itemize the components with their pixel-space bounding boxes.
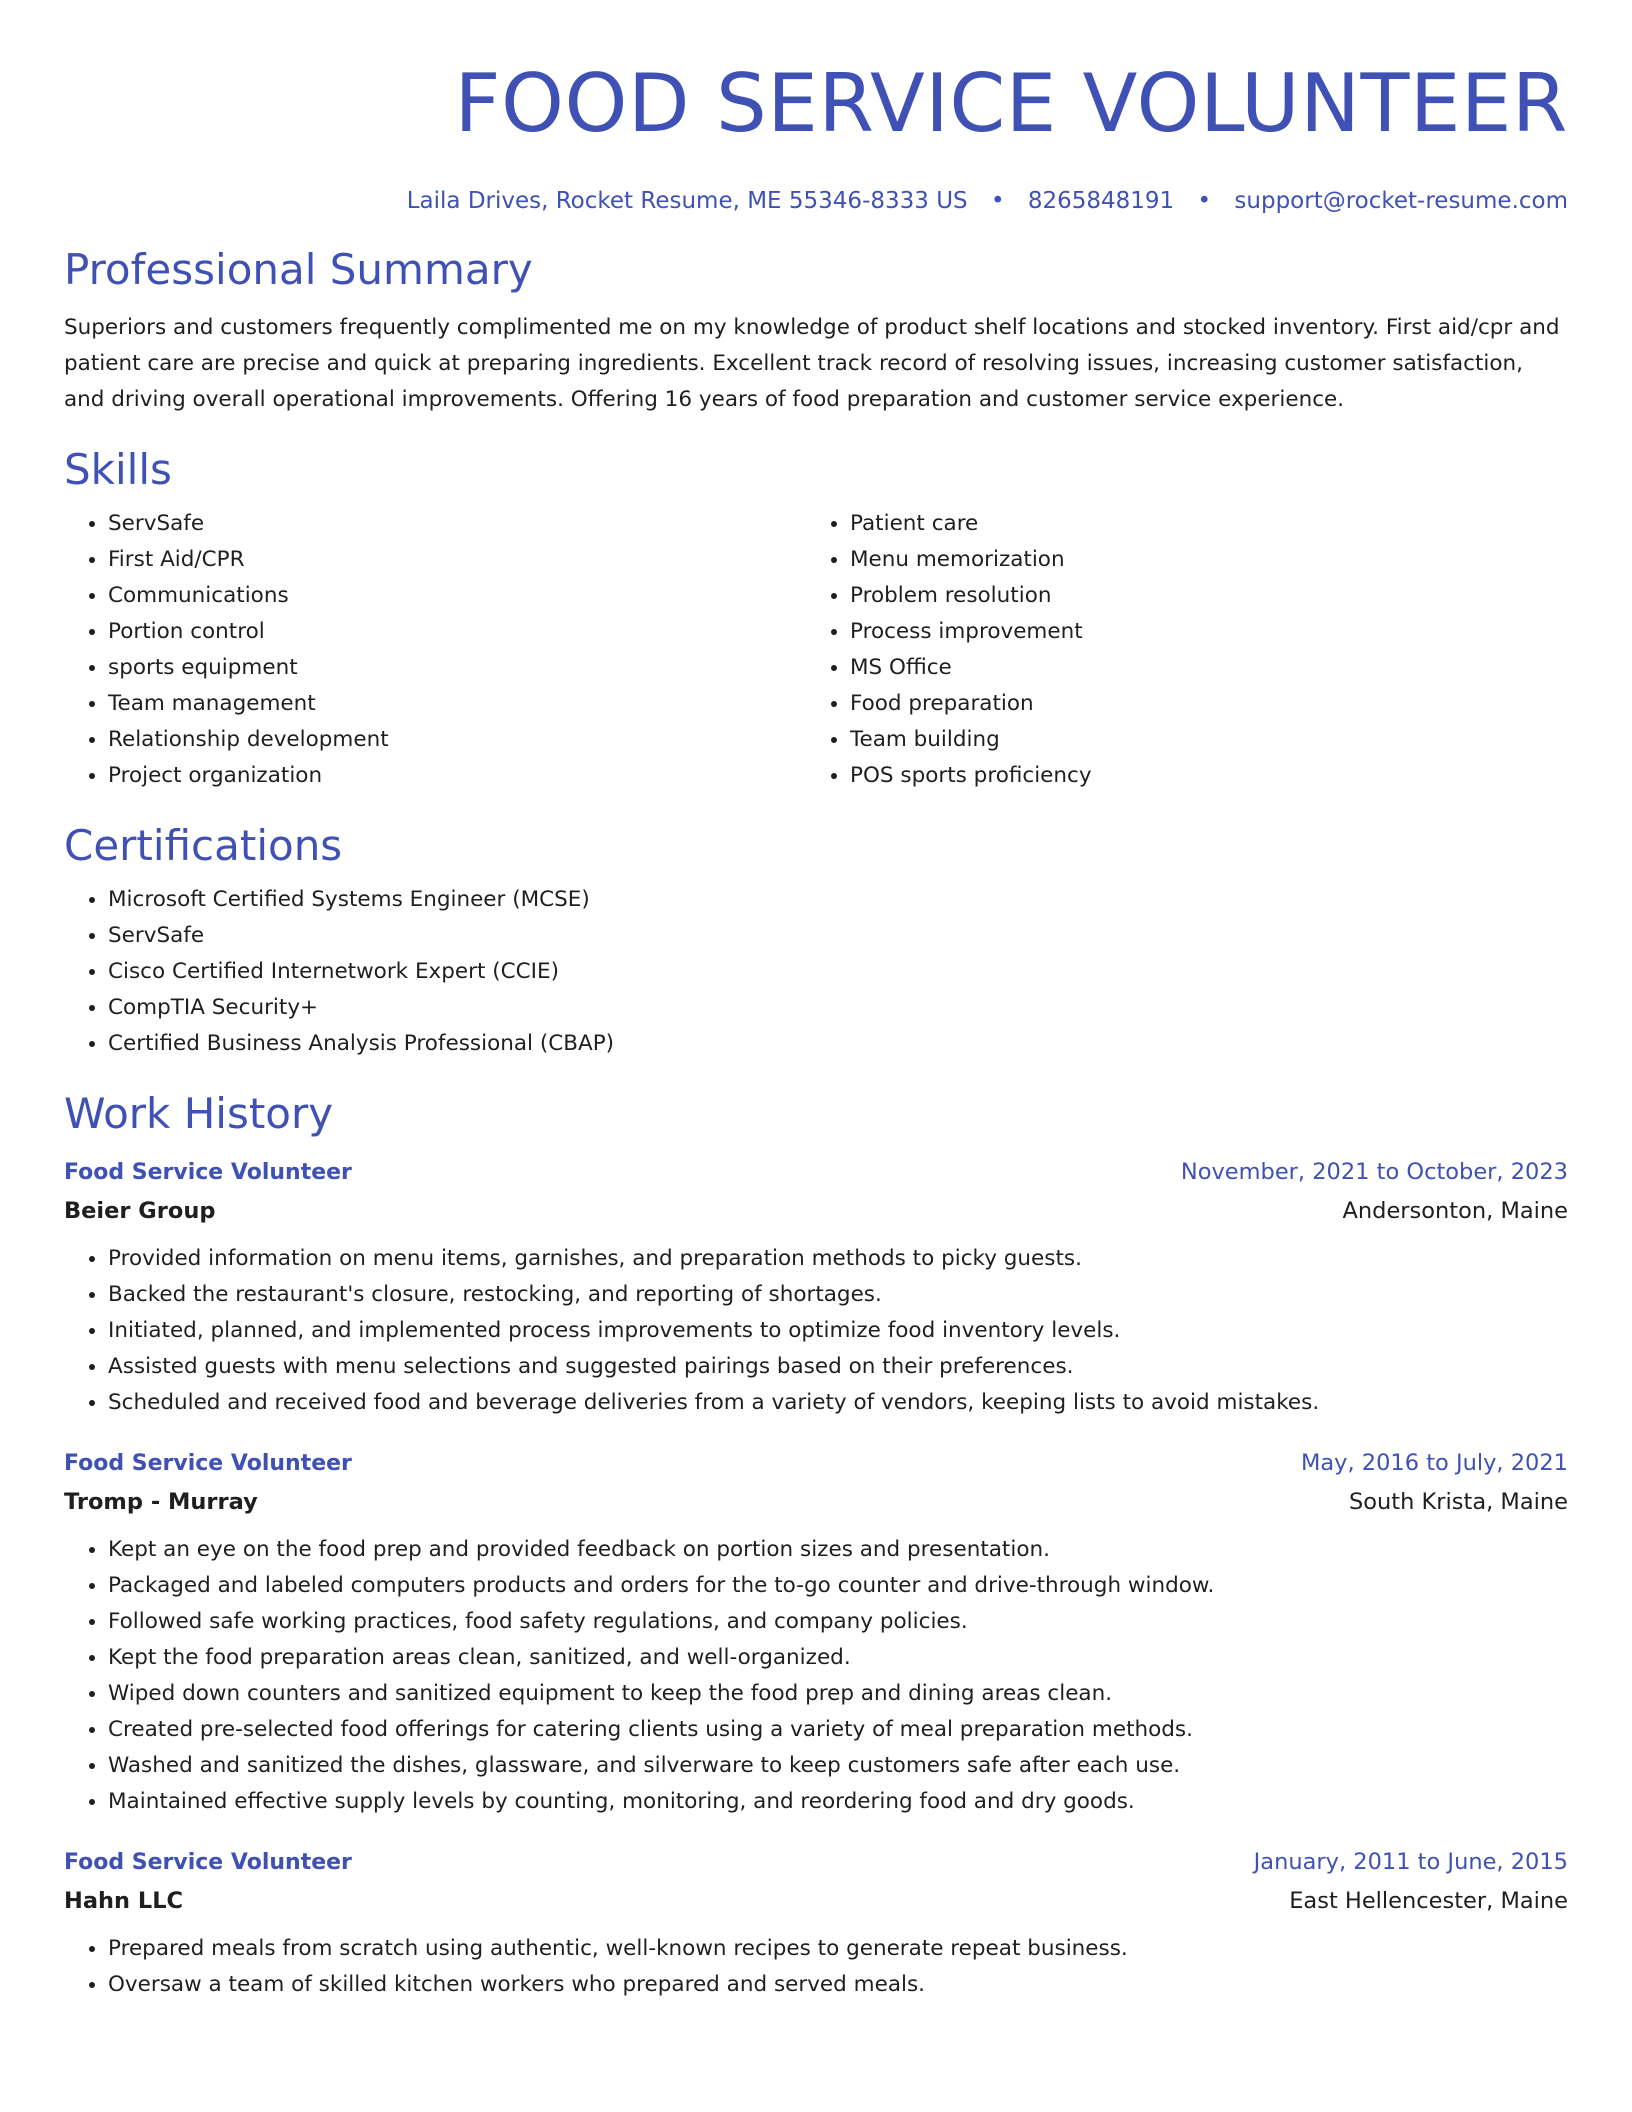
list-item: • Maintained effective supply levels by counting, monitoring, and reordering food and dry goods. [108, 1784, 1568, 1820]
summary-heading: Professional Summary [64, 245, 533, 294]
resume-title: FOOD SERVICE VOLUNTEER [454, 57, 1568, 150]
job-location: South Krista, Maine [1349, 1489, 1568, 1515]
list-item: • Microsoft Certified Systems Engineer (MCSE) [108, 882, 1568, 918]
phone: 8265848191 [1027, 188, 1175, 214]
skills-list [64, 506, 1568, 794]
list-item: • Oversaw a team of skilled kitchen workers who prepared and served meals. [108, 1967, 1568, 2003]
address: Laila Drives, Rocket Resume, ME 55346-8333 US [406, 188, 968, 214]
certifications-list [64, 882, 1568, 1062]
job-entry [64, 1154, 1568, 1421]
work-history-heading: Work History [64, 1089, 334, 1138]
skills-heading: Skills [64, 445, 172, 494]
list-item: • Packaged and labeled computers products and orders for the to-go counter and drive-through window. [108, 1568, 1568, 1604]
list-item: • Washed and sanitized the dishes, glassware, and silverware to keep customers safe after each use. [108, 1748, 1568, 1784]
work-history-list [64, 1154, 1568, 2003]
list-item: • Food preparation [850, 686, 1548, 722]
job-entry [64, 1844, 1568, 2003]
list-item: • Backed the restaurant's closure, restocking, and reporting of shortages. [108, 1277, 1568, 1313]
list-item: • Menu memorization [850, 542, 1548, 578]
skills-right-list [806, 506, 1548, 794]
list-item: • Scheduled and received food and beverage deliveries from a variety of vendors, keeping lists to avoid mistakes. [108, 1385, 1568, 1421]
job-header-row [64, 1154, 1568, 1191]
list-item: • MS Office [850, 650, 1548, 686]
list-item: • Project organization [108, 758, 806, 794]
list-item: • ServSafe [108, 506, 806, 542]
summary-text: Superiors and customers frequently complimented me on my knowledge of product shelf locations and stocked inventory. First aid/cpr and patient care are precise and quick at preparing ingredients. Excellent track record of resolving issues, increasing customer satisfaction, and driving overall operational improvements. Offering 16 years of food preparation and customer service experience. [64, 315, 1560, 412]
list-item: • Wiped down counters and sanitized equipment to keep the food prep and dining areas clean. [108, 1676, 1568, 1712]
list-item: • Portion control [108, 614, 806, 650]
job-title: Food Service Volunteer [64, 1451, 352, 1476]
list-item: • Kept the food preparation areas clean, sanitized, and well-organized. [108, 1640, 1568, 1676]
job-company-row [64, 1191, 1568, 1231]
job-title: Food Service Volunteer [64, 1850, 352, 1875]
list-item: • ServSafe [108, 918, 1568, 954]
list-item: • Cisco Certified Internetwork Expert (CCIE) [108, 954, 1568, 990]
list-item: • Relationship development [108, 722, 806, 758]
separator-dot: • [990, 188, 1005, 214]
list-item: • Certified Business Analysis Professional (CBAP) [108, 1026, 1568, 1062]
company-name: Hahn LLC [64, 1888, 184, 1914]
contact-line [64, 186, 1568, 216]
job-company-row [64, 1881, 1568, 1921]
job-location: East Hellencester, Maine [1289, 1888, 1568, 1914]
job-duties-list [64, 1931, 1568, 2003]
job-company-row [64, 1482, 1568, 1522]
job-duties-list [64, 1241, 1568, 1421]
job-duties-list [64, 1532, 1568, 1820]
list-item: • Kept an eye on the food prep and provided feedback on portion sizes and presentation. [108, 1532, 1568, 1568]
list-item: • Prepared meals from scratch using authentic, well-known recipes to generate repeat business. [108, 1931, 1568, 1967]
list-item: • CompTIA Security+ [108, 990, 1568, 1026]
skills-column-right [806, 506, 1548, 794]
company-name: Tromp - Murray [64, 1489, 258, 1515]
company-name: Beier Group [64, 1198, 216, 1224]
list-item: • First Aid/CPR [108, 542, 806, 578]
list-item: • Patient care [850, 506, 1548, 542]
list-item: • Created pre-selected food offerings for catering clients using a variety of meal preparation methods. [108, 1712, 1568, 1748]
job-header-row [64, 1844, 1568, 1881]
job-entry [64, 1445, 1568, 1820]
list-item: • Process improvement [850, 614, 1548, 650]
email-link[interactable]: support@rocket-resume.com [1234, 188, 1568, 214]
list-item: • Followed safe working practices, food safety regulations, and company policies. [108, 1604, 1568, 1640]
list-item: • Provided information on menu items, garnishes, and preparation methods to picky guests. [108, 1241, 1568, 1277]
job-dates: May, 2016 to July, 2021 [1300, 1450, 1568, 1476]
list-item: • Problem resolution [850, 578, 1548, 614]
skills-left-list [64, 506, 806, 794]
list-item: • Team building [850, 722, 1548, 758]
job-title: Food Service Volunteer [64, 1160, 352, 1185]
list-item: • Initiated, planned, and implemented process improvements to optimize food inventory levels. [108, 1313, 1568, 1349]
job-header-row [64, 1445, 1568, 1482]
list-item: • Team management [108, 686, 806, 722]
list-item: • Communications [108, 578, 806, 614]
job-dates: November, 2021 to October, 2023 [1180, 1159, 1568, 1185]
job-dates: January, 2011 to June, 2015 [1253, 1849, 1568, 1875]
job-location: Andersonton, Maine [1342, 1198, 1568, 1224]
list-item: • POS sports proficiency [850, 758, 1548, 794]
list-item: • sports equipment [108, 650, 806, 686]
skills-column-left [64, 506, 806, 794]
certifications-heading: Certifications [64, 821, 343, 870]
separator-dot: • [1197, 188, 1212, 214]
list-item: • Assisted guests with menu selections and suggested pairings based on their preferences. [108, 1349, 1568, 1385]
